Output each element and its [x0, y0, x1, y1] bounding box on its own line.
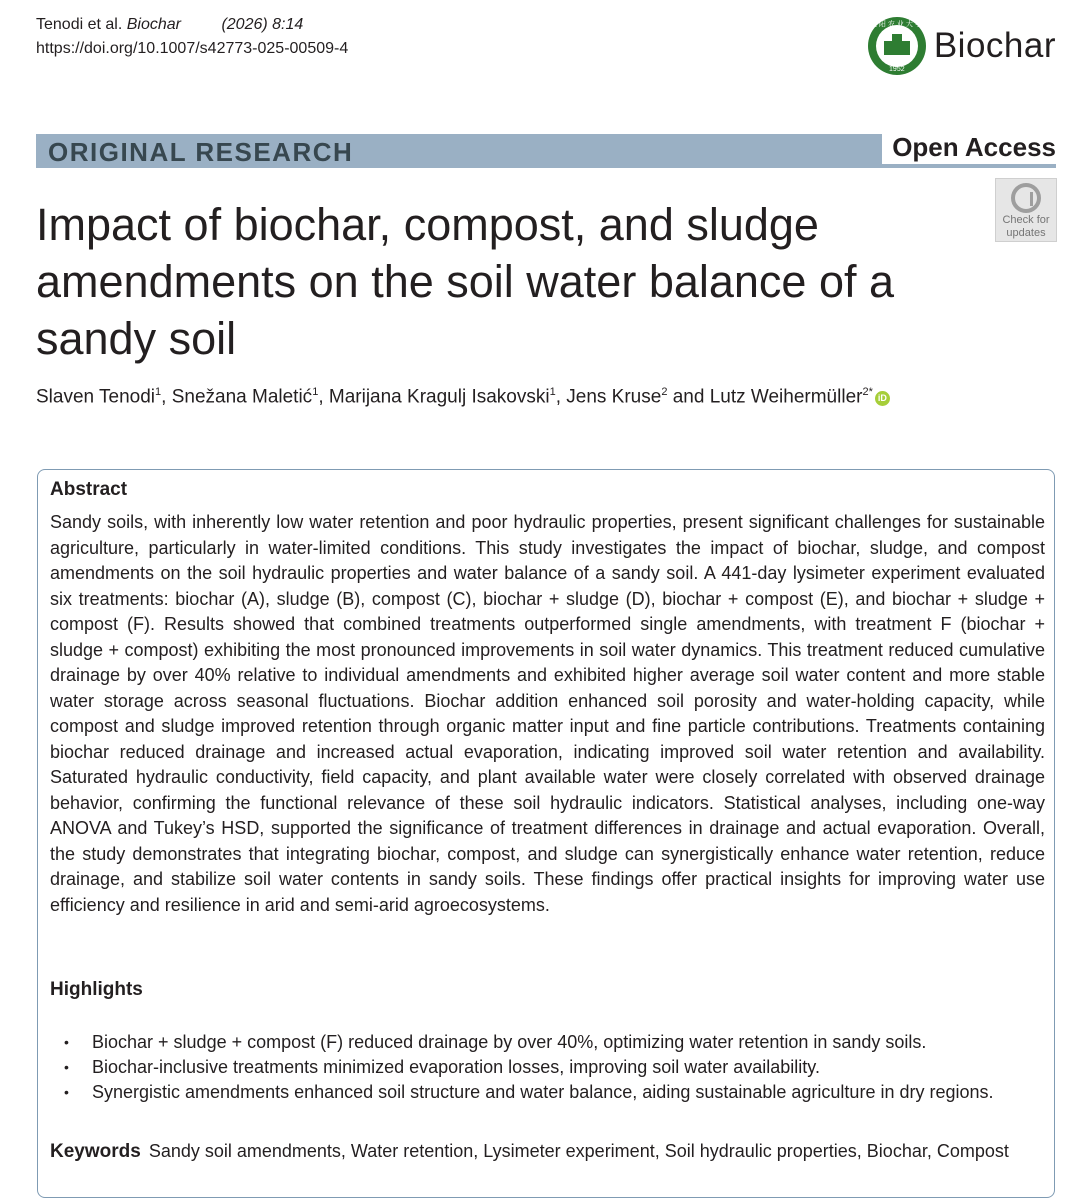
author-affiliation: 2*: [862, 386, 873, 398]
seal-text: 沈阳农业大学: [869, 21, 924, 28]
check-updates-icon: [1011, 183, 1041, 213]
author-separator: ,: [318, 386, 329, 408]
check-updates-line1: Check for: [1002, 214, 1050, 226]
keywords: [50, 1139, 1010, 1164]
abstract-text: Sandy soils, with inherently low water retention and poor hydraulic properties, present significant challenges for sustainable agriculture, particularly in water-limited conditions. This study investigates the impact of biochar, sludge, and compost amendments on the soil hydraulic properties and water balance of a sandy soil. A 441-day lysimeter experiment evaluated six treatments: biochar (A), sludge (B), compost (C), biochar + sludge (D), biochar + compost (E), and biochar + sludge + compost (F). Results showed that combined treatments outperformed single amendments, with treatment F (biochar + sludge + compost) exhibiting the most pronounced improvements in soil water dynamics. This treatment reduced cumulative drainage by over 40% relative to individual amendments and exhibited higher average soil water content and more stable water storage across seasonal fluctuations. Biochar addition enhanced soil porosity and water-holding capacity, while compost and sludge improved retention through organic matter input and fine particle contributions. Treatments containing biochar reduced drainage and increased actual evaporation, indicating improved soil water retention and availability. Saturated hydraulic conductivity, field capacity, and plant available water were closely correlated with observed drainage behavior, confirming the functional relevance of these soil hydraulic indicators. Statistical analyses, including one-way ANOVA and Tukey’s HSD, supported the significance of treatment differences in drainage and actual evaporation. Overall, the study demonstrates that integrating biochar, compost, and sludge can synergistically enhance water retention, reduce drainage, and stabilize soil water contents in sandy soils. These findings offer practical insights for improving water use efficiency and resilience in arid and semi-arid agroecosystems.: [50, 512, 1045, 915]
open-access-label: Open Access: [882, 132, 1056, 164]
author-separator: ,: [555, 386, 567, 408]
author-name[interactable]: Snežana Maletić: [171, 386, 313, 408]
authors-short: Tenodi et al.: [36, 16, 123, 33]
highlights-list: [50, 1030, 1060, 1105]
author-separator: and: [667, 386, 710, 408]
university-seal-icon: [868, 17, 926, 75]
check-updates-line2: updates: [1006, 227, 1046, 239]
check-for-updates-button[interactable]: [995, 178, 1057, 242]
citation-line: [36, 13, 348, 37]
author-name[interactable]: Slaven Tenodi: [36, 386, 156, 408]
author-affiliation: 1: [549, 386, 556, 398]
seal-year: 1952: [889, 66, 905, 73]
doi-link[interactable]: https://doi.org/10.1007/s42773-025-00509-4: [36, 40, 349, 57]
author-name[interactable]: Marijana Kragulj Isakovski: [328, 386, 550, 408]
journal-logo[interactable]: [868, 14, 1056, 78]
author-affiliation: 2: [661, 386, 668, 398]
author-affiliation: 1: [155, 386, 162, 398]
article-header: [36, 13, 348, 61]
author-separator: ,: [161, 386, 172, 408]
article-type: ORIGINAL RESEARCH: [48, 137, 354, 167]
keywords-text: Sandy soil amendments, Water retention, Lysimeter experiment, Soil hydraulic properties, Biochar, Compost: [148, 1141, 1009, 1161]
author-name[interactable]: Jens Kruse: [566, 386, 662, 408]
highlights-heading: Highlights: [50, 979, 143, 1000]
issue-info: (2026) 8:14: [221, 16, 304, 33]
journal-name: Biochar: [126, 16, 181, 33]
list-item: • Biochar + sludge + compost (F) reduced drainage by over 40%, optimizing water retention in sandy soils.: [50, 1030, 1060, 1055]
article-type-banner: [36, 134, 1056, 168]
journal-logo-text: Biochar: [933, 26, 1056, 65]
list-item: • Biochar-inclusive treatments minimized evaporation losses, improving soil water availability.: [50, 1055, 1060, 1080]
author-affiliation: 1: [312, 386, 319, 398]
author-list: [36, 378, 1066, 411]
article-title: Impact of biochar, compost, and sludge amendments on the soil water balance of a sandy soil: [36, 199, 895, 364]
keywords-label: Keywords: [50, 1141, 141, 1162]
author-name[interactable]: Lutz Weihermüller: [709, 386, 863, 408]
abstract-heading: Abstract: [50, 479, 128, 500]
orcid-icon[interactable]: iD: [875, 391, 890, 406]
list-item: • Synergistic amendments enhanced soil structure and water balance, aiding sustainable agriculture in dry regions.: [50, 1080, 1060, 1105]
